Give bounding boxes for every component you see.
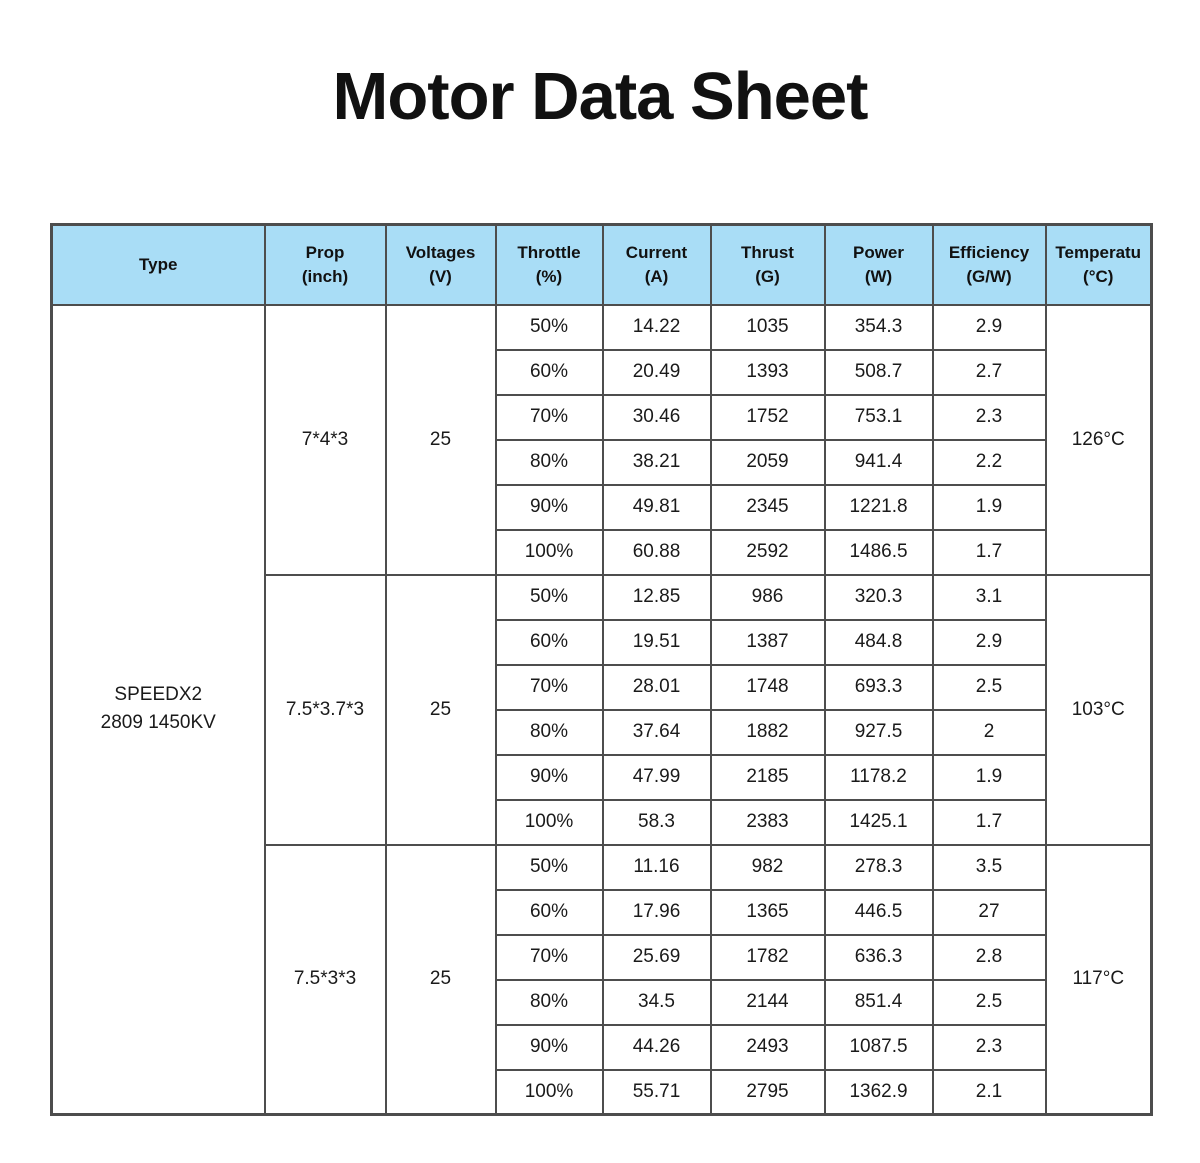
col-header-unit: (G) (755, 266, 780, 286)
col-header-label: Efficiency (948, 243, 1030, 262)
efficiency-cell: 2.9 (933, 305, 1046, 350)
current-cell: 17.96 (603, 890, 711, 935)
temperature-cell: 103°C (1046, 575, 1152, 845)
col-header-label: Voltages (405, 243, 476, 262)
thrust-cell: 1035 (711, 305, 825, 350)
efficiency-cell: 2.5 (933, 980, 1046, 1025)
thrust-cell: 1393 (711, 350, 825, 395)
throttle-cell: 90% (496, 1025, 603, 1070)
thrust-cell: 1882 (711, 710, 825, 755)
table-header (52, 225, 1152, 305)
thrust-cell: 2059 (711, 440, 825, 485)
efficiency-cell: 3.5 (933, 845, 1046, 890)
throttle-cell: 80% (496, 440, 603, 485)
thrust-cell: 986 (711, 575, 825, 620)
table-row (52, 305, 1152, 350)
col-header-unit: (W) (864, 266, 893, 286)
thrust-cell: 2345 (711, 485, 825, 530)
thrust-cell: 1752 (711, 395, 825, 440)
col-header-label: Current (625, 243, 688, 262)
efficiency-cell: 2.7 (933, 350, 1046, 395)
efficiency-cell: 2.8 (933, 935, 1046, 980)
col-header-thrust (711, 225, 825, 305)
col-header-unit: (A) (644, 266, 669, 286)
col-header-unit: (inch) (301, 266, 349, 286)
throttle-cell: 80% (496, 710, 603, 755)
prop-cell: 7.5*3.7*3 (265, 575, 386, 845)
thrust-cell: 1387 (711, 620, 825, 665)
current-cell: 47.99 (603, 755, 711, 800)
current-cell: 58.3 (603, 800, 711, 845)
thrust-cell: 982 (711, 845, 825, 890)
current-cell: 44.26 (603, 1025, 711, 1070)
voltage-cell: 25 (386, 305, 496, 575)
current-cell: 25.69 (603, 935, 711, 980)
thrust-cell: 2795 (711, 1070, 825, 1115)
voltage-cell: 25 (386, 575, 496, 845)
type-line: 2809 1450KV (100, 712, 216, 734)
power-cell: 1486.5 (825, 530, 933, 575)
efficiency-cell: 1.7 (933, 530, 1046, 575)
thrust-cell: 2592 (711, 530, 825, 575)
col-header-label: Prop (305, 243, 345, 262)
throttle-cell: 50% (496, 575, 603, 620)
current-cell: 20.49 (603, 350, 711, 395)
power-cell: 354.3 (825, 305, 933, 350)
power-cell: 851.4 (825, 980, 933, 1025)
efficiency-cell: 27 (933, 890, 1046, 935)
motor-data-table (50, 223, 1153, 1116)
throttle-cell: 90% (496, 755, 603, 800)
col-header-label: Thrust (741, 243, 794, 262)
col-header-prop (265, 225, 386, 305)
power-cell: 446.5 (825, 890, 933, 935)
throttle-cell: 70% (496, 395, 603, 440)
current-cell: 38.21 (603, 440, 711, 485)
thrust-cell: 2493 (711, 1025, 825, 1070)
efficiency-cell: 2.5 (933, 665, 1046, 710)
prop-cell: 7.5*3*3 (265, 845, 386, 1115)
current-cell: 19.51 (603, 620, 711, 665)
efficiency-cell: 2.3 (933, 1025, 1046, 1070)
thrust-cell: 2383 (711, 800, 825, 845)
current-cell: 30.46 (603, 395, 711, 440)
power-cell: 636.3 (825, 935, 933, 980)
current-cell: 37.64 (603, 710, 711, 755)
efficiency-cell: 2.3 (933, 395, 1046, 440)
throttle-cell: 100% (496, 800, 603, 845)
power-cell: 484.8 (825, 620, 933, 665)
current-cell: 34.5 (603, 980, 711, 1025)
power-cell: 278.3 (825, 845, 933, 890)
power-cell: 1221.8 (825, 485, 933, 530)
col-header-efficiency (933, 225, 1046, 305)
throttle-cell: 50% (496, 305, 603, 350)
current-cell: 49.81 (603, 485, 711, 530)
efficiency-cell: 1.7 (933, 800, 1046, 845)
col-header-temperature (1046, 225, 1152, 305)
thrust-cell: 1748 (711, 665, 825, 710)
current-cell: 55.71 (603, 1070, 711, 1115)
throttle-cell: 70% (496, 935, 603, 980)
voltage-cell: 25 (386, 845, 496, 1115)
power-cell: 1087.5 (825, 1025, 933, 1070)
power-cell: 1425.1 (825, 800, 933, 845)
type-cell (52, 305, 265, 1115)
efficiency-cell: 1.9 (933, 755, 1046, 800)
throttle-cell: 100% (496, 530, 603, 575)
col-header-voltages (386, 225, 496, 305)
temperature-cell: 117°C (1046, 845, 1152, 1115)
throttle-cell: 80% (496, 980, 603, 1025)
current-cell: 14.22 (603, 305, 711, 350)
col-header-unit: (%) (535, 266, 563, 286)
thrust-cell: 2185 (711, 755, 825, 800)
throttle-cell: 60% (496, 350, 603, 395)
current-cell: 60.88 (603, 530, 711, 575)
power-cell: 927.5 (825, 710, 933, 755)
throttle-cell: 70% (496, 665, 603, 710)
power-cell: 941.4 (825, 440, 933, 485)
col-header-throttle (496, 225, 603, 305)
motor-table-container (50, 223, 1150, 1116)
power-cell: 693.3 (825, 665, 933, 710)
efficiency-cell: 3.1 (933, 575, 1046, 620)
throttle-cell: 90% (496, 485, 603, 530)
power-cell: 320.3 (825, 575, 933, 620)
throttle-cell: 50% (496, 845, 603, 890)
page-title: Motor Data Sheet (332, 59, 868, 134)
power-cell: 1362.9 (825, 1070, 933, 1115)
power-cell: 1178.2 (825, 755, 933, 800)
thrust-cell: 1782 (711, 935, 825, 980)
col-header-power (825, 225, 933, 305)
current-cell: 11.16 (603, 845, 711, 890)
type-line: SPEEDX2 (114, 683, 203, 705)
thrust-cell: 1365 (711, 890, 825, 935)
col-header-label: Type (139, 254, 178, 274)
efficiency-cell: 2.9 (933, 620, 1046, 665)
efficiency-cell: 2.2 (933, 440, 1046, 485)
throttle-cell: 60% (496, 620, 603, 665)
efficiency-cell: 2.1 (933, 1070, 1046, 1115)
thrust-cell: 2144 (711, 980, 825, 1025)
current-cell: 12.85 (603, 575, 711, 620)
efficiency-cell: 1.9 (933, 485, 1046, 530)
efficiency-cell: 2 (933, 710, 1046, 755)
col-header-current (603, 225, 711, 305)
col-header-unit: (V) (429, 266, 452, 286)
col-header-label: Temperatu (1055, 243, 1142, 262)
power-cell: 508.7 (825, 350, 933, 395)
col-header-label: Power (852, 243, 905, 262)
prop-cell: 7*4*3 (265, 305, 386, 575)
col-header-unit: (°C) (1083, 266, 1114, 286)
table-body (52, 305, 1152, 1115)
col-header-type (52, 225, 265, 305)
header-row (52, 225, 1152, 305)
throttle-cell: 100% (496, 1070, 603, 1115)
power-cell: 753.1 (825, 395, 933, 440)
col-header-unit: (G/W) (966, 266, 1012, 286)
throttle-cell: 60% (496, 890, 603, 935)
col-header-label: Throttle (517, 243, 581, 262)
temperature-cell: 126°C (1046, 305, 1152, 575)
current-cell: 28.01 (603, 665, 711, 710)
